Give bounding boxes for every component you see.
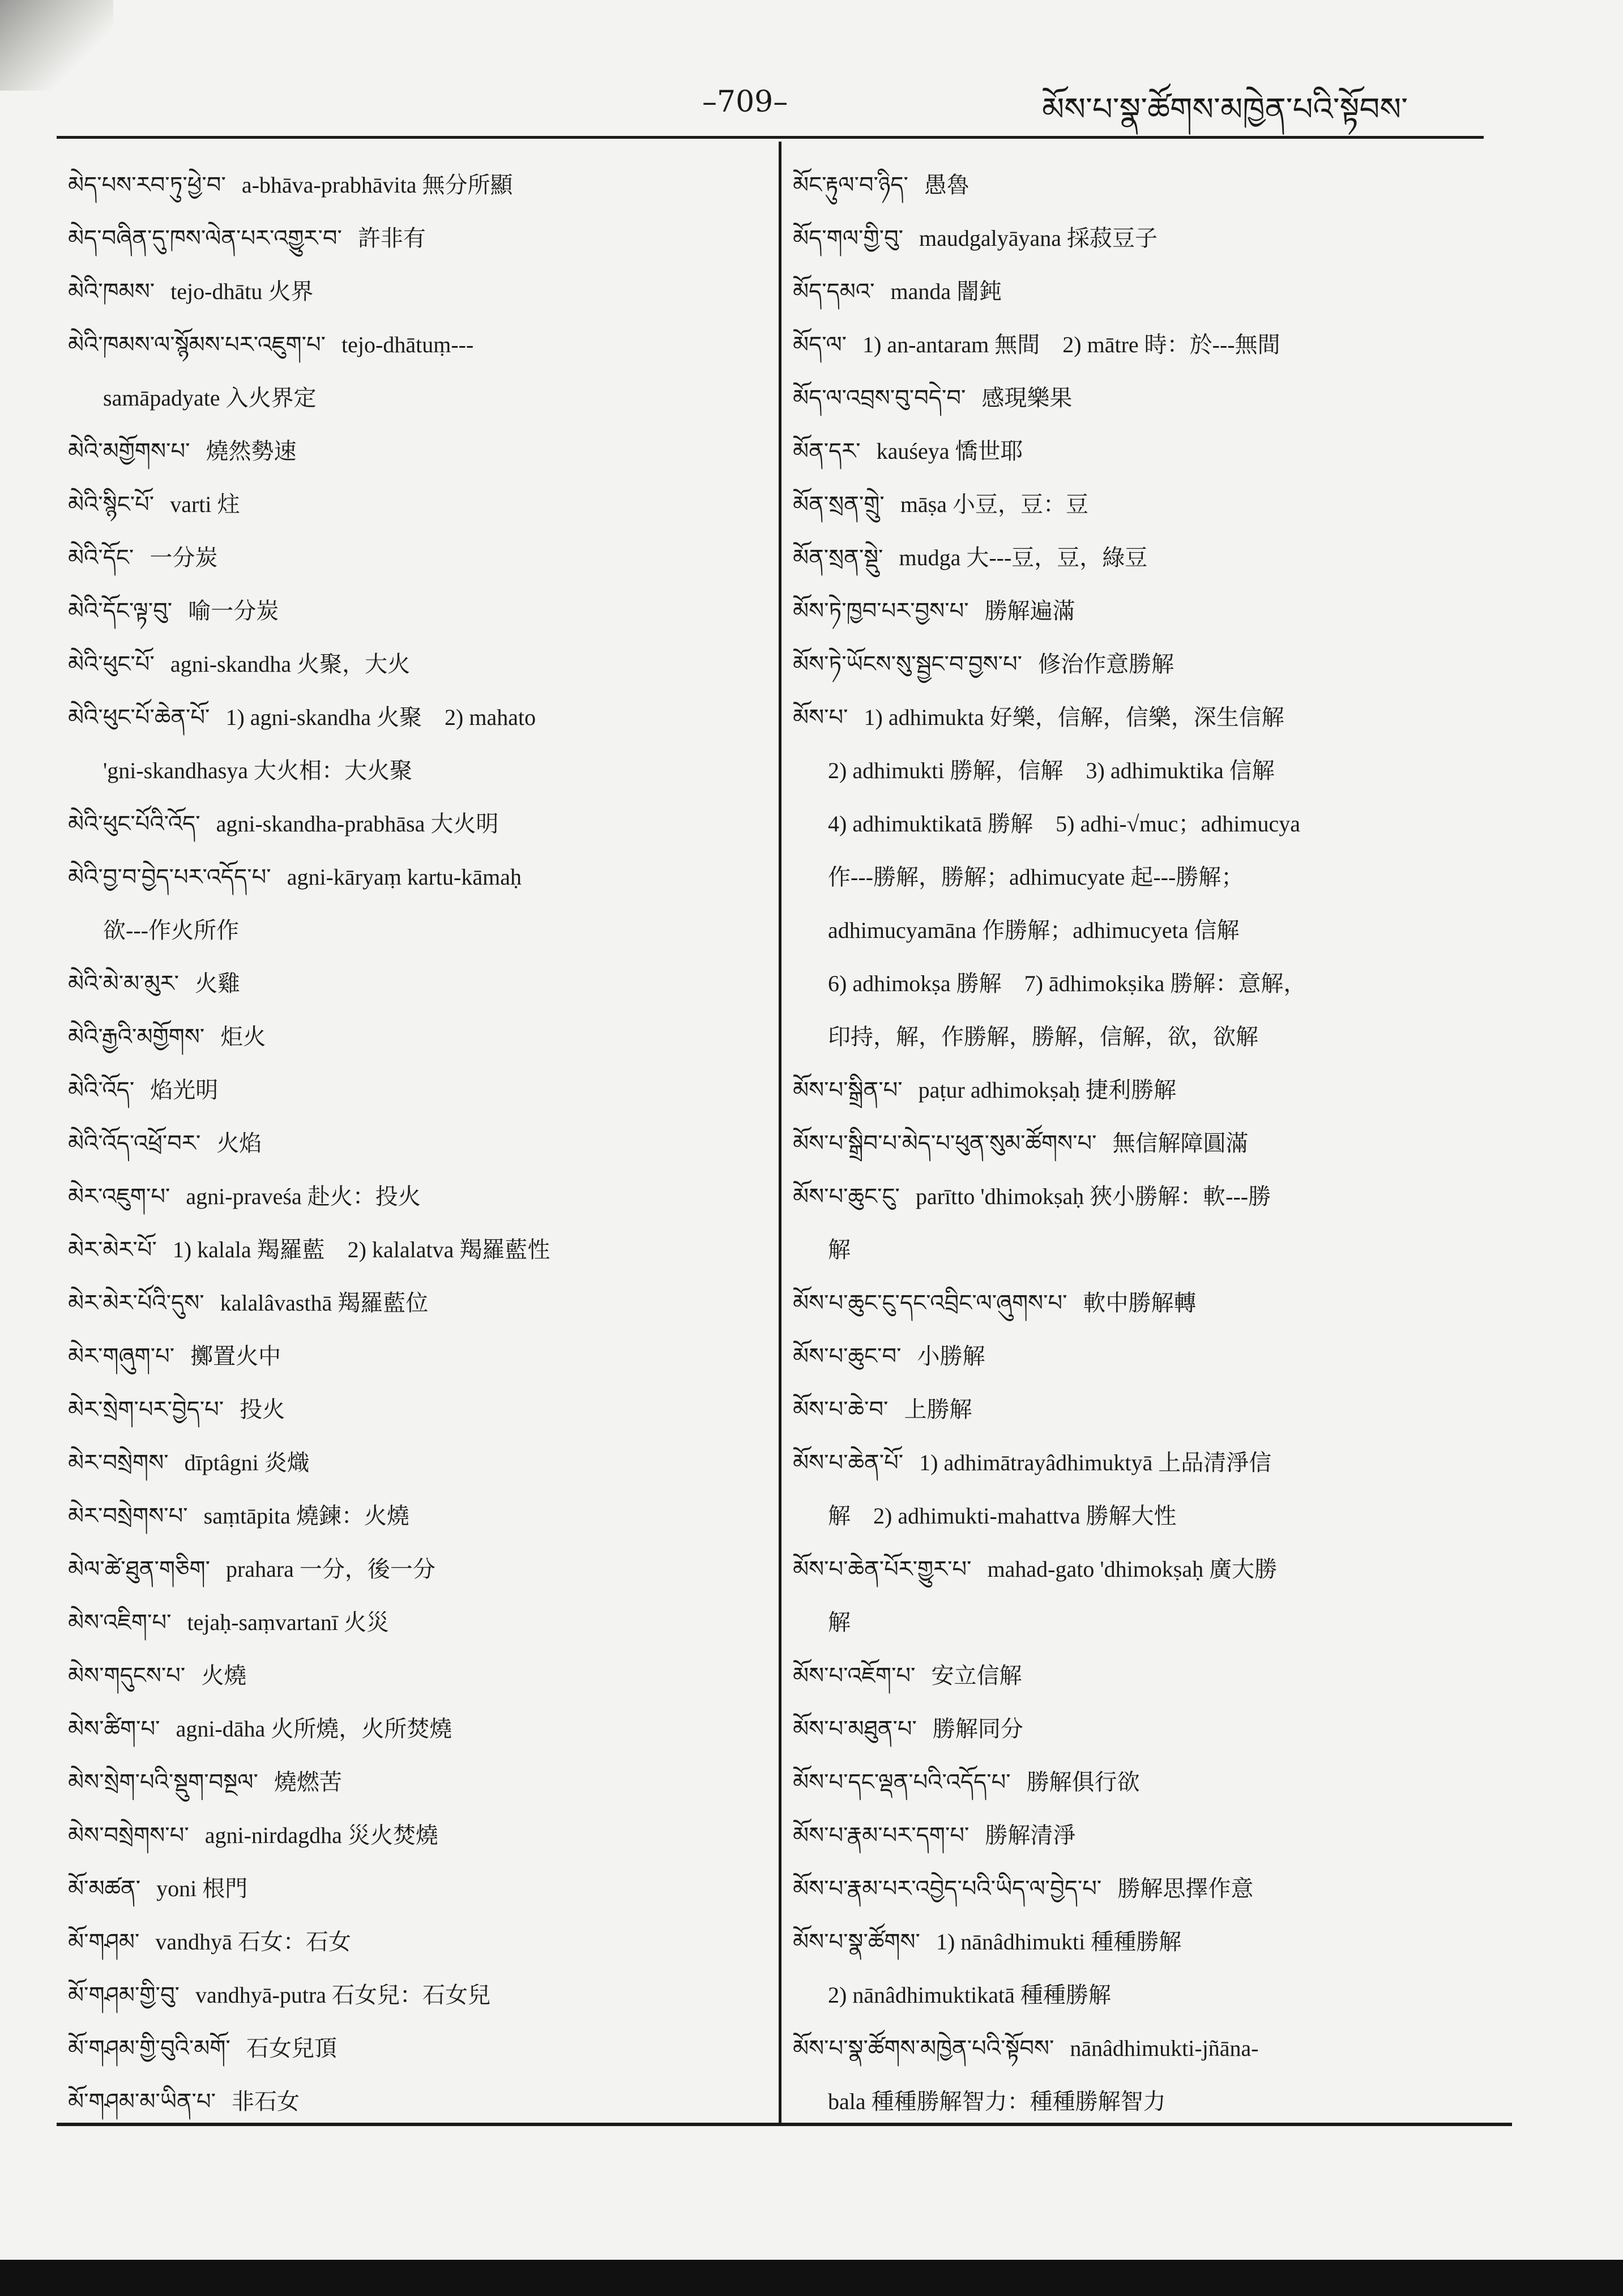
dictionary-entry	[793, 1862, 1489, 1915]
tibetan-headword: མོད་གལ་གྱི་བུ་	[793, 225, 904, 251]
dictionary-entry	[793, 159, 1489, 212]
tibetan-headword: མེའི་ཕུང་པོའི་འོད་	[68, 811, 200, 837]
entry-gloss: 'gni-skandhasya 大火相：大火聚	[103, 758, 413, 783]
tibetan-headword: མེའི་ཁམས་ལ་སྙོམས་པར་འཇུག་པ་	[68, 332, 326, 358]
tibetan-headword: མོན་དར་	[793, 438, 861, 464]
dictionary-entry	[793, 1277, 1489, 1330]
dictionary-entry	[793, 1809, 1489, 1862]
dictionary-entry	[68, 1223, 764, 1277]
tibetan-headword: མོས་པ་ཆུང་ངུ་	[793, 1184, 900, 1210]
tibetan-headword: མོས་པ་རྣམ་པར་འབྱེད་པའི་ཡིད་ལ་བྱེད་པ་	[793, 1876, 1102, 1902]
dictionary-entry	[68, 318, 764, 372]
dictionary-entry	[68, 691, 764, 744]
tibetan-headword: མེར་འཇུག་པ་	[68, 1184, 170, 1210]
entry-gloss: 欲---作火所作	[103, 917, 239, 943]
entry-continuation	[793, 1596, 1489, 1649]
entry-gloss: 解 2) adhimukti-mahattva 勝解大性	[828, 1503, 1177, 1529]
tibetan-headword: མེའི་དོང་	[68, 545, 134, 571]
dictionary-entry	[68, 1596, 764, 1649]
tibetan-headword: མོས་པ་ཆུང་ངུ་དང་འབྲིང་ལ་ཞུགས་པ་	[793, 1290, 1067, 1316]
dictionary-entry	[793, 1543, 1489, 1596]
running-head: མོས་པ་སྣ་ཚོགས་མཁྱེན་པའི་སྟོབས་	[1042, 91, 1408, 128]
entry-gloss: 擲置火中	[190, 1343, 281, 1369]
tibetan-headword: མོ་གཤམ་གྱི་བུ་	[68, 1982, 180, 2008]
dictionary-entry	[793, 1436, 1489, 1490]
right-column	[793, 159, 1489, 2128]
entry-gloss: 2) adhimukti 勝解，信解 3) adhimuktika 信解	[828, 758, 1275, 783]
entry-gloss: 2) nānâdhimuktikatā 種種勝解	[828, 1982, 1111, 2008]
dictionary-entry	[793, 1702, 1489, 1756]
tibetan-headword: མོས་པ་སྣ་ཚོགས་མཁྱེན་པའི་སྟོབས་	[793, 2035, 1054, 2062]
entry-gloss: kauśeya 憍世耶	[876, 438, 1023, 464]
dictionary-entry	[68, 1117, 764, 1170]
tibetan-headword: མེས་འཇིག་པ་	[68, 1610, 172, 1636]
entry-gloss: yoni 根門	[156, 1876, 248, 1901]
dictionary-entry	[68, 2022, 764, 2075]
dictionary-entry	[68, 957, 764, 1010]
dictionary-entry	[68, 1543, 764, 1596]
tibetan-headword: མོད་དམའ་	[793, 279, 875, 305]
entry-continuation	[793, 1010, 1489, 1064]
dictionary-entry	[793, 1170, 1489, 1223]
dictionary-entry	[793, 584, 1489, 638]
tibetan-headword: མོ་གཤམ་གྱི་བུའི་མགོ་	[68, 2035, 230, 2062]
entry-gloss: 6) adhimokṣa 勝解 7) ādhimokṣika 勝解：意解，	[828, 971, 1306, 996]
entry-continuation	[68, 372, 764, 425]
tibetan-headword: མོས་པ་རྣམ་པར་དག་པ་	[793, 1823, 969, 1849]
tibetan-headword: མེའི་དོང་ལྟ་བུ་	[68, 598, 173, 624]
entry-gloss: 許非有	[357, 225, 426, 251]
entry-gloss: 4) adhimuktikatā 勝解 5) adhi-√muc；adhimucya	[828, 811, 1300, 837]
entry-gloss: maudgalyāyana 採菽豆子	[919, 225, 1158, 251]
tibetan-headword: མོས་ཏེ་ཁྱབ་པར་བྱས་པ་	[793, 598, 969, 624]
entry-gloss: varti 炷	[170, 492, 240, 517]
entry-gloss: saṃtāpita 燒鍊：火燒	[203, 1503, 409, 1529]
tibetan-headword: མོས་པ་དང་ལྡན་པའི་འདོད་པ་	[793, 1769, 1011, 1795]
dictionary-entry	[68, 159, 764, 212]
left-column	[68, 159, 764, 2128]
tibetan-headword: མེར་མེར་པོ་	[68, 1237, 157, 1263]
tibetan-headword: མེའི་མེ་མ་མུར་	[68, 971, 180, 997]
dictionary-entry	[68, 212, 764, 265]
entry-gloss: 1) an-antaram 無間 2) mātre 時：於---無間	[862, 332, 1280, 357]
tibetan-headword: མོན་སྲན་སྡེུ་	[793, 545, 883, 571]
entry-gloss: 作---勝解，勝解；adhimucyate 起---勝解；	[828, 864, 1244, 890]
entry-gloss: nānâdhimukti-jñāna-	[1070, 2035, 1259, 2061]
dictionary-entry	[793, 1383, 1489, 1436]
dictionary-entry	[793, 478, 1489, 531]
tibetan-headword: མེར་བསྲེགས་	[68, 1450, 169, 1476]
dictionary-entry	[68, 425, 764, 478]
scan-shadow-corner	[0, 0, 113, 91]
entry-gloss: tejo-dhātuṃ---	[341, 332, 474, 357]
top-rule	[57, 136, 1484, 139]
tibetan-headword: མེད་པས་རབ་ཏུ་ཕྱེ་བ་	[68, 172, 226, 198]
dictionary-entry	[793, 372, 1489, 425]
tibetan-headword: མེའི་ཕུང་པོ་ཆེན་པོ་	[68, 705, 210, 731]
entry-continuation	[793, 1223, 1489, 1277]
dictionary-entry	[793, 265, 1489, 318]
tibetan-headword: མོས་པ་མཐུན་པ་	[793, 1716, 917, 1742]
tibetan-headword: མེར་མེར་པོའི་དུས་	[68, 1290, 204, 1316]
entry-gloss: agni-nirdagdha 災火焚燒	[204, 1823, 438, 1848]
entry-gloss: parītto 'dhimokṣaḥ 狹小勝解：軟---勝	[915, 1184, 1271, 1209]
tibetan-headword: མེད་བཞིན་དུ་ཁས་ལེན་པར་འགྱུར་བ་	[68, 225, 342, 251]
entry-gloss: 解	[828, 1610, 851, 1635]
dictionary-entry	[793, 1330, 1489, 1383]
entry-gloss: a-bhāva-prabhāvita 無分所顯	[241, 172, 513, 198]
entry-gloss: 小勝解	[917, 1343, 985, 1369]
entry-gloss: manda 闇鈍	[890, 279, 1002, 304]
entry-gloss: bala 種種勝解智力：種種勝解智力	[828, 2089, 1166, 2114]
entry-gloss: māṣa 小豆，豆：豆	[900, 492, 1088, 517]
entry-gloss: agni-skandha 火聚，大火	[170, 651, 411, 677]
entry-gloss: 1) adhimātrayâdhimuktyā 上品清淨信	[919, 1450, 1272, 1475]
entry-gloss: vandhyā 石女：石女	[155, 1929, 351, 1954]
tibetan-headword: མོད་ལ་	[793, 332, 847, 358]
dictionary-entry	[793, 1649, 1489, 1702]
dictionary-entry	[793, 1915, 1489, 1969]
tibetan-headword: མེས་ཚིག་པ་	[68, 1716, 160, 1742]
tibetan-headword: མོས་ཏེ་ཡོངས་སུ་སྦྱང་བ་བྱས་པ་	[793, 651, 1023, 677]
tibetan-headword: མོད་ལ་འབྲས་བུ་བདེ་བ་	[793, 385, 966, 411]
dictionary-entry	[68, 1649, 764, 1702]
entry-continuation	[68, 744, 764, 797]
tibetan-headword: མོས་པ་སྣ་ཚོགས་	[793, 1929, 920, 1955]
entry-gloss: 勝解俱行欲	[1026, 1769, 1140, 1795]
bottom-rule	[57, 2123, 1512, 2126]
tibetan-headword: མོན་སྲན་གྲེུ་	[793, 492, 885, 518]
tibetan-headword: མེའི་འོད་	[68, 1077, 135, 1103]
dictionary-entry	[68, 1862, 764, 1915]
entry-gloss: samāpadyate 入火界定	[103, 385, 317, 411]
entry-continuation	[793, 797, 1489, 851]
entry-gloss: 印持，解，作勝解，勝解，信解，欲，欲解	[828, 1024, 1258, 1049]
entry-gloss: 勝解思擇作意	[1117, 1876, 1254, 1901]
entry-gloss: 非石女	[232, 2089, 300, 2114]
dictionary-entry	[68, 1010, 764, 1064]
entry-gloss: 1) agni-skandha 火聚 2) mahato	[225, 705, 536, 730]
tibetan-headword: མེར་གཞུག་པ་	[68, 1343, 175, 1369]
entry-continuation	[793, 2075, 1489, 2128]
entry-gloss: 無信解障圓滿	[1112, 1130, 1249, 1156]
dictionary-entry	[793, 318, 1489, 372]
tibetan-headword: མེའི་རྒྱའི་མགྱོགས་	[68, 1024, 205, 1050]
column-divider	[779, 142, 781, 2124]
tibetan-headword: མོང་རྟུལ་བ་ཉིད་	[793, 172, 908, 198]
tibetan-headword: མེར་སྲེག་པར་བྱེད་པ་	[68, 1397, 224, 1423]
tibetan-headword: མེའི་ཁམས་	[68, 279, 155, 305]
dictionary-entry	[68, 1170, 764, 1223]
dictionary-entry	[793, 1117, 1489, 1170]
dictionary-entry	[68, 531, 764, 584]
tibetan-headword: མེའི་འོད་འཕྲོ་བར་	[68, 1130, 201, 1156]
dictionary-entry	[793, 638, 1489, 691]
dictionary-entry	[793, 1064, 1489, 1117]
entry-gloss: 石女兒頂	[246, 2035, 337, 2061]
entry-continuation	[793, 904, 1489, 957]
dictionary-entry	[68, 797, 764, 851]
entry-gloss: 燒燃苦	[274, 1769, 342, 1795]
dictionary-entry	[793, 531, 1489, 584]
tibetan-headword: མོས་པ་ཆེན་པོ་	[793, 1450, 904, 1476]
tibetan-headword: མེས་སྲེག་པའི་སྡུག་བསྔལ་	[68, 1769, 258, 1795]
tibetan-headword: མེས་གདུངས་པ་	[68, 1663, 186, 1689]
entry-gloss: paṭur adhimokṣaḥ 捷利勝解	[918, 1077, 1177, 1103]
dictionary-entry	[68, 1330, 764, 1383]
entry-gloss: 愚魯	[924, 172, 969, 198]
tibetan-headword: མོས་པ་ཆེན་པོར་གྱུར་པ་	[793, 1556, 972, 1582]
tibetan-headword: མོས་པ་སྒྲིན་པ་	[793, 1077, 903, 1103]
entry-gloss: agni-praveśa 赴火：投火	[186, 1184, 421, 1209]
entry-gloss: agni-dāha 火所燒，火所焚燒	[176, 1716, 452, 1742]
entry-gloss: tejo-dhātu 火界	[170, 279, 314, 304]
entry-gloss: 修治作意勝解	[1038, 651, 1174, 677]
entry-continuation	[793, 851, 1489, 904]
entry-gloss: adhimucyamāna 作勝解；adhimucyeta 信解	[828, 917, 1240, 943]
dictionary-entry	[68, 1915, 764, 1969]
dictionary-entry	[68, 1277, 764, 1330]
tibetan-headword: མོ་གཤམ་མ་ཡིན་པ་	[68, 2089, 216, 2115]
dictionary-entry	[793, 1756, 1489, 1809]
tibetan-headword: མོས་པ་སྒྲིབ་པ་མེད་པ་ཕུན་སུམ་ཚོགས་པ་	[793, 1130, 1097, 1156]
entry-gloss: 勝解同分	[932, 1716, 1023, 1742]
tibetan-headword: མེས་བསྲེགས་པ་	[68, 1823, 189, 1849]
dictionary-entry	[68, 1064, 764, 1117]
dictionary-entry	[68, 1756, 764, 1809]
entry-continuation	[793, 1490, 1489, 1543]
page-number: –709–	[702, 85, 788, 119]
entry-gloss: prahara 一分，後一分	[226, 1556, 435, 1582]
dictionary-entry	[793, 212, 1489, 265]
dictionary-entry	[68, 584, 764, 638]
scan-bottom-edge	[0, 2260, 1623, 2296]
tibetan-headword: མོས་པ་འཇོག་པ་	[793, 1663, 916, 1689]
entry-gloss: mahad-gato 'dhimokṣaḥ 廣大勝	[987, 1556, 1278, 1582]
dictionary-entry	[68, 1969, 764, 2022]
entry-gloss: 解	[828, 1237, 851, 1262]
dictionary-entry	[68, 851, 764, 904]
entry-gloss: 焰光明	[150, 1077, 219, 1103]
tibetan-headword: མོ་མཚན་	[68, 1876, 141, 1902]
tibetan-headword: མེལ་ཚེ་ཐུན་གཅིག་	[68, 1556, 210, 1582]
tibetan-headword: མེར་བསྲེགས་པ་	[68, 1503, 188, 1529]
entry-gloss: 勝解遍滿	[984, 598, 1075, 624]
entry-gloss: 一分炭	[150, 545, 218, 570]
entry-continuation	[68, 904, 764, 957]
entry-gloss: vandhyā-putra 石女兒：石女兒	[195, 1982, 491, 2008]
tibetan-headword: མེའི་སྙིང་པོ་	[68, 492, 155, 518]
entry-gloss: agni-kāryaṃ kartu-kāmaḥ	[287, 864, 522, 890]
entry-gloss: 火焰	[216, 1130, 262, 1156]
entry-gloss: 1) adhimukta 好樂，信解，信樂，深生信解	[864, 705, 1284, 730]
entry-gloss: 1) nānâdhimukti 種種勝解	[936, 1929, 1182, 1954]
entry-gloss: tejaḥ-saṃvartanī 火災	[187, 1610, 390, 1635]
dictionary-entry	[68, 265, 764, 318]
entry-gloss: 1) kalala 羯羅藍 2) kalalatva 羯羅藍性	[172, 1237, 550, 1262]
tibetan-headword: མོ་གཤམ་	[68, 1929, 140, 1955]
entry-gloss: 上勝解	[904, 1397, 972, 1422]
entry-gloss: mudga 大---豆，豆，綠豆	[899, 545, 1148, 570]
dictionary-entry	[68, 1809, 764, 1862]
entry-gloss: 感現樂果	[981, 385, 1073, 411]
entry-gloss: dīptâgni 炎熾	[184, 1450, 310, 1475]
entry-gloss: 炬火	[220, 1024, 266, 1049]
entry-continuation	[793, 744, 1489, 797]
dictionary-entry	[793, 691, 1489, 744]
entry-gloss: 火燒	[201, 1663, 247, 1688]
entry-gloss: 勝解清淨	[985, 1823, 1076, 1848]
entry-gloss: 投火	[240, 1397, 285, 1422]
entry-continuation	[793, 1969, 1489, 2022]
tibetan-headword: མེའི་མགྱོགས་པ་	[68, 438, 190, 464]
tibetan-headword: མེའི་བྱ་བ་བྱེད་པར་འདོད་པ་	[68, 864, 271, 890]
tibetan-headword: མོས་པ་ཆུང་བ་	[793, 1343, 902, 1369]
tibetan-headword: མོས་པ་	[793, 705, 848, 731]
tibetan-headword: མེའི་ཕུང་པོ་	[68, 651, 155, 677]
dictionary-entry	[68, 2075, 764, 2128]
entry-continuation	[793, 957, 1489, 1010]
entry-gloss: 喻一分炭	[188, 598, 279, 624]
dictionary-entry	[68, 638, 764, 691]
entry-gloss: 安立信解	[931, 1663, 1022, 1688]
dictionary-entry	[68, 1436, 764, 1490]
tibetan-headword: མོས་པ་ཆེ་བ་	[793, 1397, 889, 1423]
dictionary-entry	[793, 2022, 1489, 2075]
entry-gloss: 火雞	[195, 971, 241, 996]
entry-gloss: 軟中勝解轉	[1083, 1290, 1197, 1316]
dictionary-entry	[68, 478, 764, 531]
dictionary-entry	[68, 1702, 764, 1756]
entry-gloss: agni-skandha-prabhāsa 大火明	[216, 811, 499, 837]
entry-gloss: kalalâvasthā 羯羅藍位	[220, 1290, 429, 1316]
entry-gloss: 燒然勢速	[206, 438, 297, 464]
dictionary-entry	[793, 425, 1489, 478]
dictionary-entry	[68, 1490, 764, 1543]
dictionary-entry	[68, 1383, 764, 1436]
